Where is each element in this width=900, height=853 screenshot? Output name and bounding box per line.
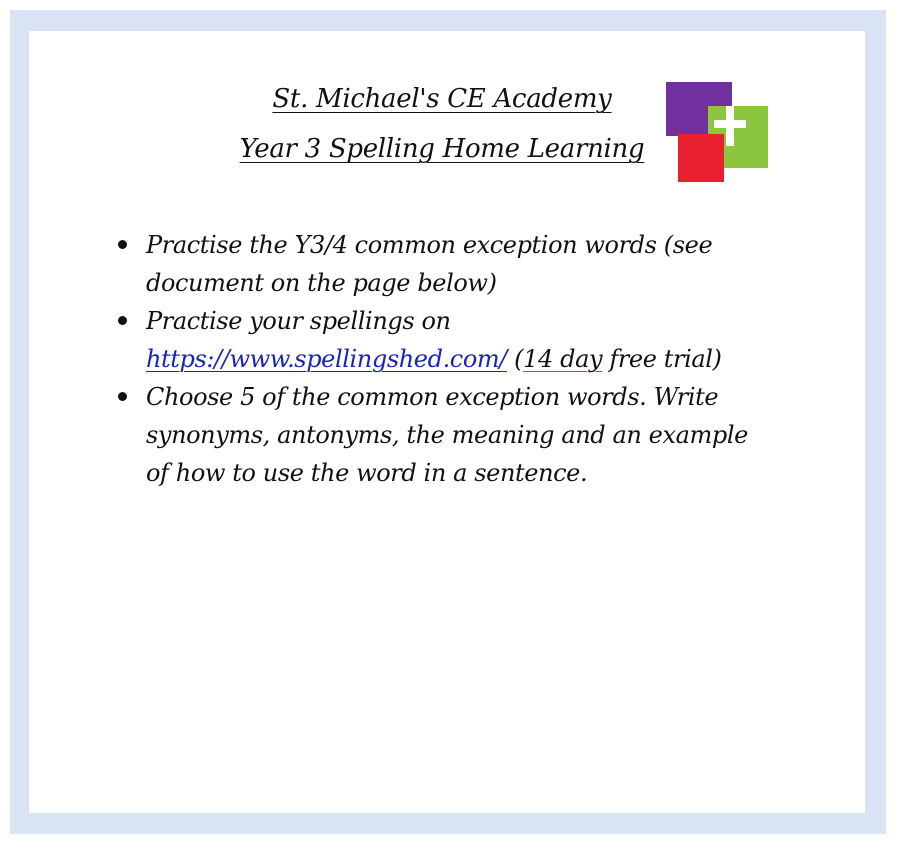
list-item — [116, 378, 816, 492]
task-2-line-1: Practise your spellings on — [146, 307, 451, 335]
task-3-line-2: synonyms, antonyms, the meaning and an example — [146, 421, 748, 449]
school-name-heading: St. Michael's CE Academy — [272, 84, 612, 114]
trial-length-text: 14 day — [523, 345, 603, 373]
subtitle-heading: Year 3 Spelling Home Learning — [239, 134, 645, 164]
list-item — [116, 302, 816, 378]
school-cross-logo-icon — [666, 82, 768, 182]
list-item — [116, 226, 816, 302]
bullet-icon — [118, 392, 127, 401]
task-list — [116, 226, 816, 492]
task-1-line-1: Practise the Y3/4 common exception words (see — [146, 231, 713, 259]
task-2-trial-suffix: free trial) — [602, 345, 722, 373]
bullet-icon — [118, 316, 127, 325]
bullet-icon — [118, 240, 127, 249]
spellingshed-link[interactable]: https://www.spellingshed.com/ — [146, 345, 507, 373]
task-3-line-1: Choose 5 of the common exception words. Write — [146, 383, 719, 411]
task-2-paren-open: ( — [506, 345, 524, 373]
task-1-line-2: document on the page below) — [146, 269, 497, 297]
task-3-line-3: of how to use the word in a sentence. — [146, 459, 588, 487]
